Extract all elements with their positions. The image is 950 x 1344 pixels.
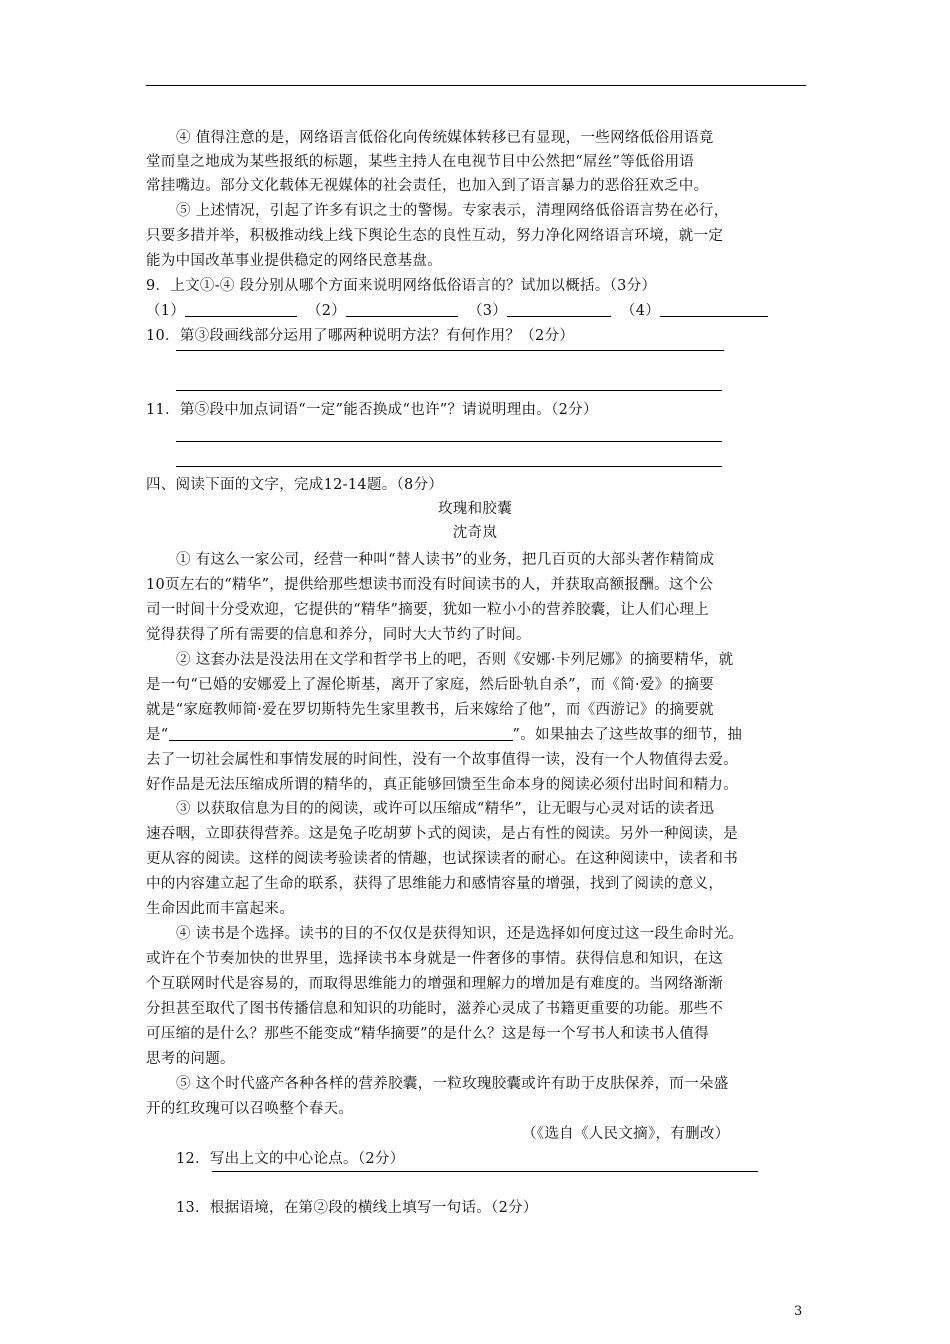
article-paragraph-4-line: 思考的问题。 [146, 1051, 235, 1067]
section-4-heading: 四、阅读下面的文字，完成12-14题。（8分） [146, 477, 444, 493]
question-9: 9．上文①-④ 段分别从哪个方面来说明网络低俗语言的？试加以概括。（3分） [146, 278, 657, 294]
article-paragraph-4-line: 分担甚至取代了图书传播信息和知识的功能时，滋养心灵成了书籍更重要的功能。那些不 [146, 1001, 724, 1017]
question-13: 13．根据语境，在第②段的横线上填写一句话。（2分） [176, 1200, 538, 1216]
article-paragraph-2-line: 是一句“已婚的安娜爱上了渥伦斯基，离开了家庭，然后卧轨自杀”，而《简·爱》的摘要 [146, 677, 714, 693]
answer-blank-2[interactable] [346, 302, 458, 317]
article-paragraph-5-line: ⑤ 这个时代盛产各种各样的营养胶囊，一粒玫瑰胶囊或许有助于皮肤保养，而一朵盛 [176, 1076, 729, 1092]
article-paragraph-4-line: 可压缩的是什么？那些不能变成“精华摘要”的是什么？这是每一个写书人和读书人值得 [146, 1026, 710, 1042]
article-paragraph-1-line: 司一时间十分受欢迎，它提供的“精华”摘要，犹如一粒小小的营养胶囊，让人们心理上 [146, 602, 710, 618]
question-12: 12．写出上文的中心论点。（2分） [176, 1151, 405, 1167]
article-paragraph-3-line: 生命因此而丰富起来。 [146, 901, 294, 917]
paragraph-5-line: 能为中国改革事业提供稳定的网络民意基盘。 [146, 253, 442, 269]
paragraph-4-line: ④ 值得注意的是，网络语言低俗化向传统媒体转移已有显现，一些网络低俗用语竟 [176, 130, 714, 146]
header-rule [146, 85, 806, 86]
article-paragraph-4-line: 个互联网时代是容易的，而取得思维能力的增强和理解力的增加是有难度的。当网络渐渐 [146, 976, 724, 992]
answer-line[interactable] [212, 1171, 758, 1172]
article-paragraph-3-line: ③ 以获取信息为目的的阅读，或许可以压缩成“精华”，让无暇与心灵对话的读者迅 [176, 801, 715, 817]
article-author: 沈奇岚 [452, 525, 498, 541]
article-paragraph-3-line: 速吞咽，立即获得营养。这是兔子吃胡萝卜式的阅读，是占有性的阅读。另外一种阅读，是 [146, 826, 738, 842]
answer-label-2: （2） [306, 303, 347, 319]
answer-label-4: （4） [620, 303, 661, 319]
article-source: （《选自《人民文摘》，有删改） [522, 1126, 730, 1142]
article-paragraph-4-line: 或许在个节奏加快的世界里，选择读书本身就是一件奢侈的事情。获得信息和知识，在这 [146, 951, 724, 967]
page-number: 3 [794, 1304, 803, 1319]
question-11: 11．第⑤段中加点词语“一定”能否换成“也许”？请说明理由。（2分） [146, 402, 598, 418]
article-paragraph-1-line: ① 有这么一家公司，经营一种叫“替人读书”的业务，把几百页的大部头著作精简成 [176, 552, 715, 568]
paragraph-4-line: 堂而皇之地成为某些报纸的标题，某些主持人在电视节目中公然把“屌丝”等低俗用语 [146, 154, 695, 170]
article-paragraph-3-line: 中的内容建立起了生命的联系，获得了思维能力和感情容量的增强，找到了阅读的意义， [146, 876, 724, 892]
answer-label-3: （3） [467, 303, 508, 319]
paragraph-5-line: ⑤ 上述情况，引起了许多有识之士的警惕。专家表示，清理网络低俗语言势在必行， [176, 203, 729, 219]
article-paragraph-1-line: 觉得获得了所有需要的信息和养分，同时大大节约了时间。 [146, 627, 531, 643]
answer-line[interactable] [176, 350, 724, 351]
answer-blank-1[interactable] [185, 302, 297, 317]
article-paragraph-1-line: 10页左右的“精华”，提供给那些想读书而没有时间读书的人，并获取高额报酬。这个公 [146, 577, 714, 593]
article-paragraph-2-blank-line [146, 723, 742, 747]
question-9-answers [146, 299, 768, 323]
article-title: 玫瑰和胶囊 [438, 501, 512, 517]
question-10: 10．第③段画线部分运用了哪两种说明方法？有何作用？（2分） [146, 328, 575, 344]
article-paragraph-5-line: 开的红玫瑰可以召唤整个春天。 [146, 1101, 354, 1117]
blank-suffix: ”。如果抽去了这些故事的细节，抽 [512, 727, 743, 743]
paragraph-4-line: 常挂嘴边。部分文化载体无视媒体的社会责任，也加入到了语言暴力的恶俗狂欢乏中。 [146, 178, 709, 194]
article-paragraph-3-line: 更从容的阅读。这样的阅读考验读者的情趣，也试探读者的耐心。在这种阅读中，读者和书 [146, 851, 738, 867]
answer-blank-4[interactable] [660, 302, 768, 317]
fill-in-blank[interactable] [169, 726, 513, 741]
article-paragraph-4-line: ④ 读书是个选择。读书的目的不仅仅是获得知识，还是选择如何度过这一段生命时光。 [176, 926, 744, 942]
answer-label-1: （1） [146, 303, 186, 319]
blank-prefix: 是“ [146, 727, 169, 743]
article-paragraph-2-line: ② 这套办法是没法用在文学和哲学书上的吧，否则《安娜·卡列尼娜》的摘要精华，就 [176, 652, 734, 668]
article-paragraph-2-line: 好作品是无法压缩成所谓的精华的，真正能够回馈至生命本身的阅读必须付出时间和精力。 [146, 777, 738, 793]
answer-line[interactable] [176, 441, 722, 442]
answer-line[interactable] [176, 390, 722, 391]
article-paragraph-2-line: 去了一切社会属性和事情发展的时间性，没有一个故事值得一读，没有一个人物值得去爱。 [146, 752, 738, 768]
answer-blank-3[interactable] [507, 302, 611, 317]
article-paragraph-2-line: 就是“家庭教师简·爱在罗切斯特先生家里教书，后来嫁给了他”，而《西游记》的摘要就 [146, 702, 714, 718]
answer-line[interactable] [176, 466, 722, 467]
paragraph-5-line: 只要多措并举，积极推动线上线下舆论生态的良性互动，努力净化网络语言环境，就一定 [146, 228, 724, 244]
